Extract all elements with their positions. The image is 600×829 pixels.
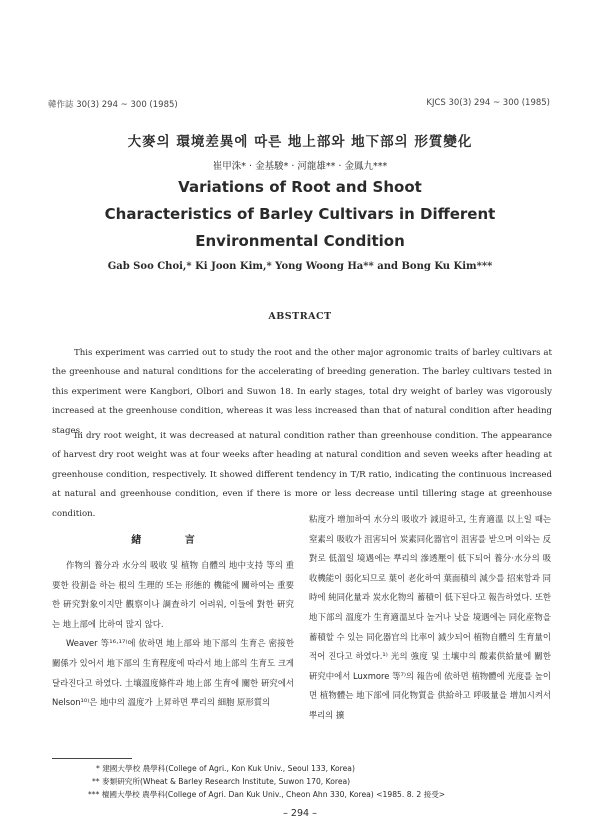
footnote-2: ** 麥類硏究所(Wheat & Barley Research Institute, Suwon 170, Korea) — [92, 777, 351, 786]
introduction-paragraph-3: 粘度가 增加하여 水分의 吸收가 減退하고, 生育適溫 以上일 때는 窒素의 吸收가 沮害되어 炭素同化器官이 沮害를 받으며 이와는 反對로 低溫일 境遇에는 뿌리의 滲透壓이 低下되어 養分·水分의 吸收機能이 弱化되므로 葉이 老化하여 葉面積의 減少를 招來함과 同時에 純同化量과 炭水化物의 蓄積이 低下된다고 報告하였다. 또한 地下部의 溫度가 生育適溫보다 높거나 낮을 境遇에는 同化産物을 蓄積할 수 있는 同化器官의 比率이 減少되어 植物自體의 生育量이 적어 진다고 하였다.¹⁾ 光의 強度 및 土壤中의 酸素供給量에 關한 硏究中에서 Luxmore 等⁷⁾의 報告에 依하면 植物體에 光度를 높이면 植物體는 地下部에 同化物質을 供給하고 呼吸量을 增加시켜서 뿌리의 擴 — [309, 514, 551, 720]
abstract-paragraph-2: In dry root weight, it was decreased at natural condition rather than greenhouse condition. The appearance of harvest dry root weight was at four weeks after heading at natural condition and seven weeks after heading at greenhouse condition, respectively. It showed different tendency in T/R ratio, indicating the continuous increased at natural and greenhouse condition, even if there is more or less decrease until tillering stage at greenhouse condition. — [52, 431, 552, 519]
footnote-divider — [52, 758, 132, 759]
introduction-heading: 緖 言 — [131, 535, 215, 546]
introduction-left-column — [52, 530, 294, 713]
introduction-right-column — [309, 510, 551, 726]
english-authors: Gab Soo Choi,* Ki Joon Kim,* Yong Woong Ha** and Bong Ku Kim*** — [107, 261, 493, 272]
running-header-right: KJCS 30(3) 294 ~ 300 (1985) — [426, 98, 550, 108]
introduction-paragraph-1: 作物의 養分과 水分의 吸收 및 植物 自體의 地中支持 等의 重要한 役割을 하는 根의 生理的 또는 形態的 機能에 關하여는 重要한 硏究對象이지만 觀察이나 調査하기 어려워, 이들에 對한 硏究는 地上部에 比하여 많지 않다. — [52, 560, 294, 629]
english-title-line-3: Environmental Condition — [195, 232, 405, 250]
korean-authors: 崔甲洙* · 金基駿* · 河龍雄** · 金鳳九*** — [212, 161, 388, 172]
introduction-paragraph-2: Weaver 等¹⁶·¹⁷⁾에 依하면 地上部와 地下部의 生育은 密接한 關係가 있어서 地下部의 生育程度에 따라서 地上部의 生育도 크게 달라진다고 하였다. 土壤溫度條件과 地上部 生育에 關한 硏究에서 Nelson¹⁰⁾은 地中의 溫度가 上昇하면 뿌리의 細胞 原形質의 — [52, 638, 294, 708]
footnote-3: *** 檀國大學校 農學科(College of Agri. Dan Kuk Univ., Cheon Ahn 330, Korea) <1985. 8. 2 接受> — [88, 790, 446, 799]
page-number: – 294 – — [283, 808, 317, 819]
footnote-1: * 建國大學校 農學科(College of Agri., Kon Kuk Univ., Seoul 133, Korea) — [96, 764, 355, 773]
english-title-line-2: Characteristics of Barley Cultivars in Different — [104, 205, 496, 223]
english-title-line-1: Variations of Root and Shoot — [178, 178, 422, 196]
korean-title: 大麥의 環境差異에 따른 地上部와 地下部의 形質變化 — [127, 134, 473, 150]
running-header-left: 韓作誌 30(3) 294 ~ 300 (1985) — [48, 100, 178, 110]
abstract-heading: ABSTRACT — [268, 311, 332, 322]
abstract-paragraph-1: This experiment was carried out to study the root and the other major agronomic traits of barley cultivars at the greenhouse and natural conditions for the accelerating of breeding generation. The barley cultivars tested in this experiment were Kangbori, Olbori and Suwon 18. In early stages, total dry weight of barley was vigorously increased at the greenhouse condition, whereas it was less increased than that of natural condition after heading stages. — [52, 348, 552, 436]
